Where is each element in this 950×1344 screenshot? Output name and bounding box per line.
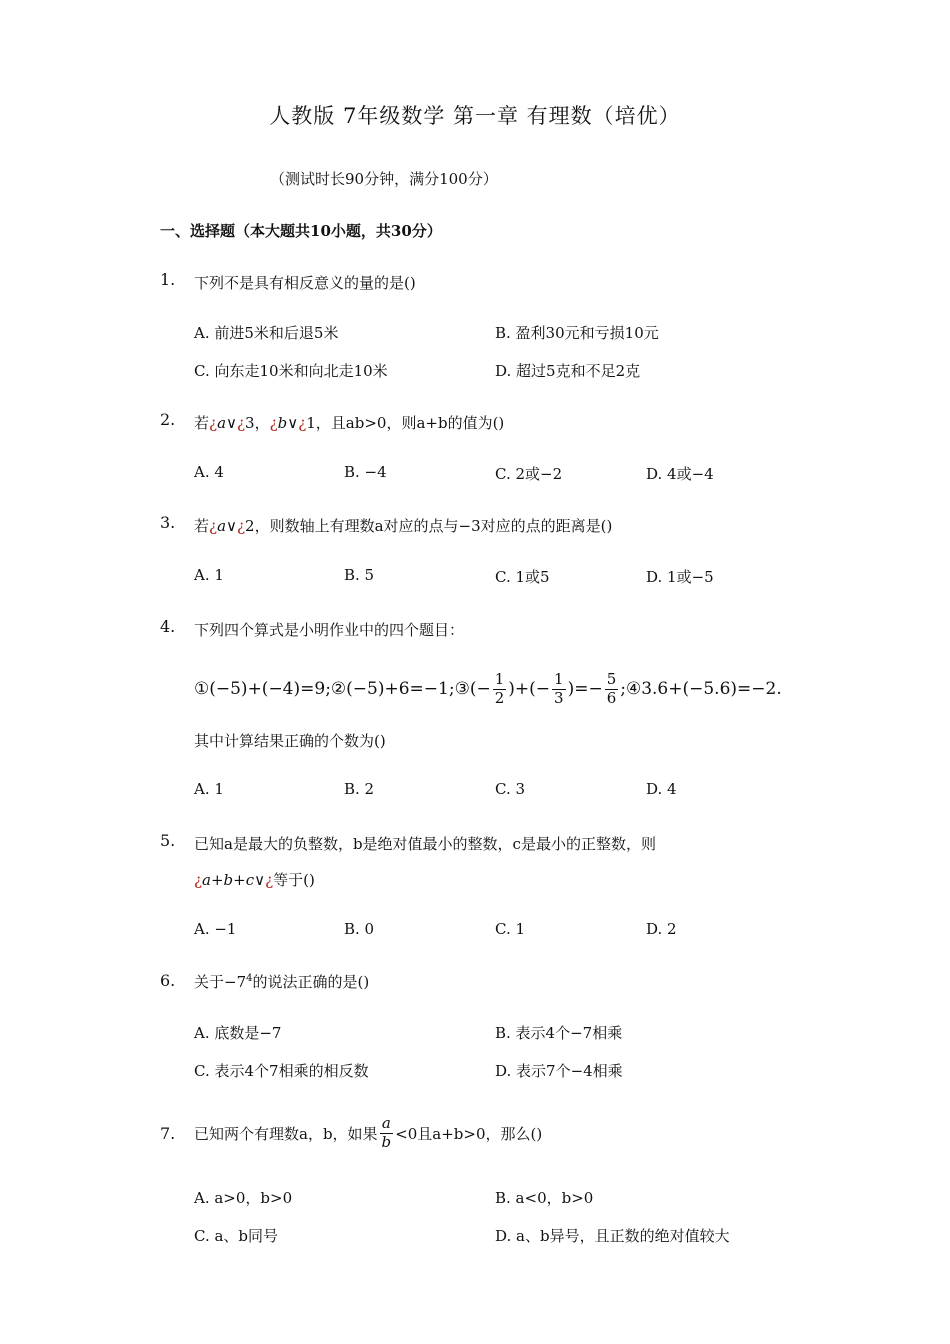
question-text [194, 971, 369, 992]
option-a: A. 4 [194, 463, 224, 481]
option-a: A. 1 [194, 780, 224, 798]
question-number: 6. [160, 971, 176, 990]
text-part: 的说法正确的是() [252, 973, 370, 991]
option-a: A. 前进5米和后退5米 [194, 324, 339, 342]
garbled-glyph: ¿ [265, 871, 274, 889]
text-part: 关于−7 [194, 973, 247, 991]
document-subtitle: （测试时长90分钟，满分100分） [270, 170, 498, 188]
numerator: 1 [554, 670, 564, 689]
garbled-glyph: ¿ [236, 414, 246, 432]
numerator: a [381, 1114, 391, 1133]
math-part: ①(−5)+(−4)=9;②(−5)+6=−1;③(− [194, 679, 491, 699]
denominator: 3 [554, 688, 564, 707]
denominator: b [381, 1132, 392, 1151]
math-part: )=− [567, 679, 603, 699]
question-number: 2. [160, 410, 176, 429]
option-c: C. a、b同号 [194, 1227, 279, 1245]
text-part: 已知两个有理数a，b，如果 [194, 1124, 378, 1143]
fraction [605, 671, 619, 707]
option-a: A. a>0，b>0 [194, 1189, 293, 1207]
question-number: 4. [160, 617, 176, 636]
fraction [552, 671, 566, 707]
option-c: C. 1 [495, 920, 526, 938]
question-number: 3. [160, 513, 176, 532]
option-b: B. −4 [344, 463, 387, 481]
option-d: D. a、b异号，且正数的绝对值较大 [495, 1227, 730, 1245]
option-c: C. 1或5 [495, 568, 550, 586]
option-d: D. 4或−4 [646, 465, 714, 483]
numerator: 5 [606, 670, 617, 689]
option-d: D. 超过5克和不足2克 [495, 362, 641, 380]
option-d: D. 1或−5 [646, 568, 714, 586]
denominator: 6 [606, 688, 617, 707]
question-number: 5. [160, 831, 176, 850]
text-part: a∨ [217, 517, 237, 535]
math-expression [194, 664, 782, 714]
option-a: A. −1 [194, 920, 237, 938]
option-b: B. 5 [344, 566, 375, 584]
text-part: a+b+c∨ [202, 871, 266, 889]
option-b: B. a<0，b>0 [495, 1189, 594, 1207]
fraction [380, 1115, 394, 1151]
denominator: 2 [494, 688, 505, 707]
math-part: ;④3.6+(−5.6)=−2. [620, 679, 782, 699]
option-a: A. 1 [194, 566, 224, 584]
option-c: C. 表示4个7相乘的相反数 [194, 1062, 369, 1080]
option-d: D. 4 [646, 780, 677, 798]
question-text [194, 1110, 542, 1156]
text-part: 2，则数轴上有理数a对应的点与−3对应的点的距离是() [245, 517, 613, 535]
option-c: C. 向东走10米和向北走10米 [194, 362, 388, 380]
fraction [493, 671, 507, 707]
math-part: )+(− [508, 679, 551, 699]
question-text: 下列四个算式是小明作业中的四个题目： [194, 621, 465, 639]
option-d: D. 表示7个−4相乘 [495, 1062, 623, 1080]
option-c: C. 3 [495, 780, 526, 798]
question-text: 下列不是具有相反意义的量的是() [194, 274, 416, 292]
text-part: 等于() [273, 871, 315, 889]
text-part: 若 [194, 517, 210, 535]
question-number: 1. [160, 270, 176, 289]
option-b: B. 2 [344, 780, 375, 798]
question-number: 7. [160, 1124, 176, 1143]
option-b: B. 盈利30元和亏损10元 [495, 324, 659, 342]
option-a: A. 底数是−7 [194, 1024, 282, 1042]
section-heading: 一、选择题（本大题共10小题，共30分） [160, 222, 442, 240]
option-c: C. 2或−2 [495, 465, 563, 483]
question-text-continued: 其中计算结果正确的个数为() [194, 732, 386, 750]
exponent: 4 [246, 973, 253, 984]
garbled-glyph: ¿ [209, 414, 218, 432]
text-part: <0且a+b>0，那么() [395, 1124, 543, 1143]
text-part: 1，且ab>0，则a+b的值为() [306, 414, 505, 432]
question-text-continued [194, 869, 315, 890]
numerator: 1 [494, 670, 505, 689]
garbled-glyph: ¿ [269, 414, 278, 432]
option-d: D. 2 [646, 920, 677, 938]
garbled-glyph: ¿ [209, 517, 218, 535]
document-title: 人教版 7年级数学 第一章 有理数（培优） [269, 104, 681, 128]
text-part: b∨ [277, 414, 299, 432]
question-text [194, 515, 612, 536]
text-part: 3， [245, 414, 270, 432]
option-b: B. 0 [344, 920, 375, 938]
text-part: 若 [194, 414, 210, 432]
question-text [194, 412, 504, 433]
garbled-glyph: ¿ [298, 414, 307, 432]
garbled-glyph: ¿ [236, 517, 246, 535]
text-part: a∨ [217, 414, 237, 432]
question-text: 已知a是最大的负整数，b是绝对值最小的整数，c是最小的正整数，则 [194, 835, 656, 853]
garbled-glyph: ¿ [194, 871, 203, 889]
option-b: B. 表示4个−7相乘 [495, 1024, 623, 1042]
